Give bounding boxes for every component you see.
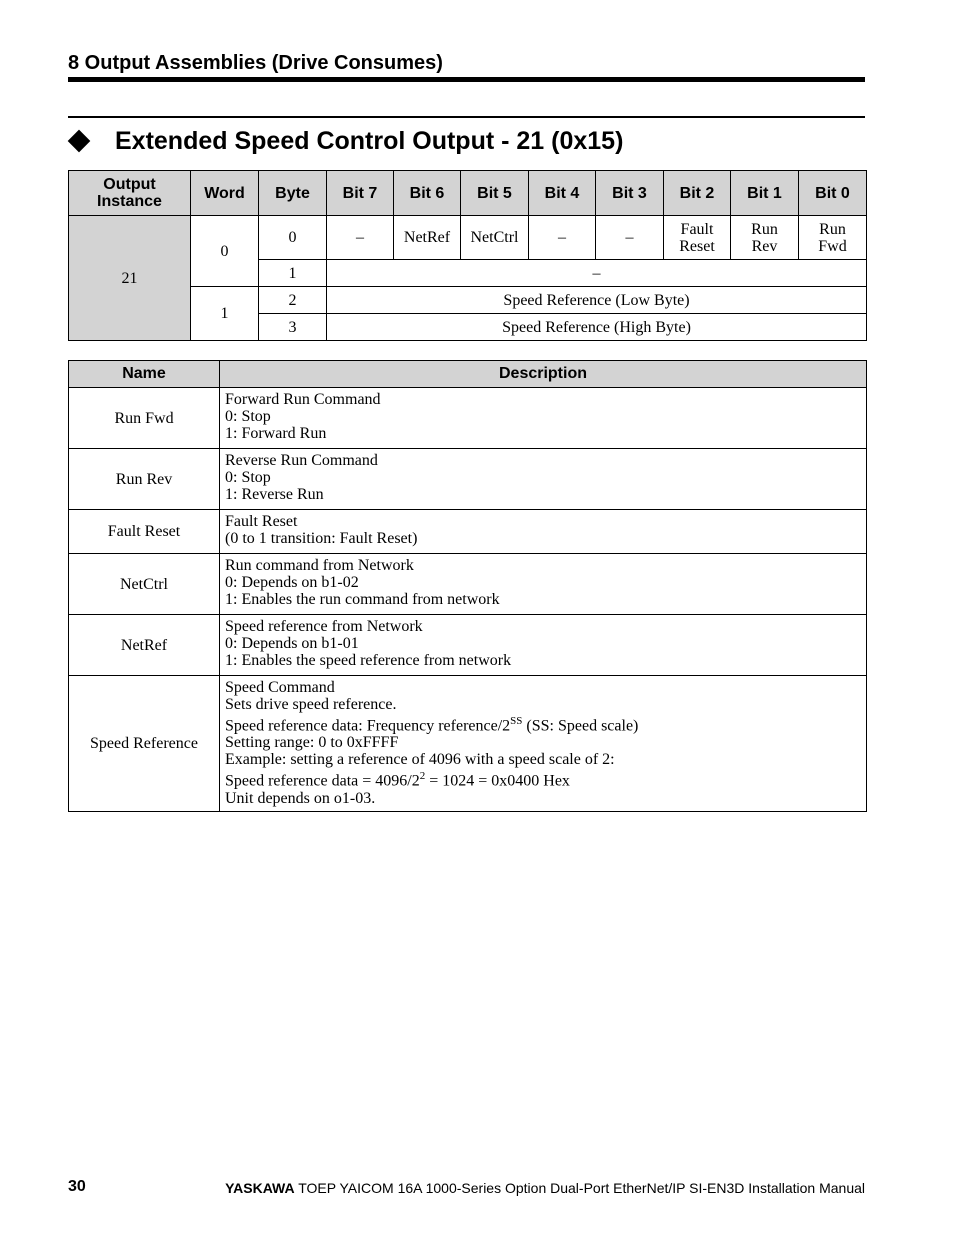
name-cell: Run Fwd [69, 388, 220, 449]
bit-label: Run Rev [751, 220, 778, 255]
description-line: 1: Forward Run [225, 425, 327, 442]
header-rule [68, 77, 865, 82]
bit-cell: NetRef [394, 216, 461, 260]
description-table [68, 360, 867, 812]
text-segment: (SS: Speed scale) [522, 717, 639, 735]
diamond-bullet-icon [68, 130, 91, 153]
table-row [69, 510, 867, 554]
text-segment: Speed reference data: Frequency reference/2 [225, 717, 511, 735]
col-header-bit4: Bit 4 [529, 171, 596, 216]
bit-cell [731, 216, 799, 260]
table-row [69, 554, 867, 615]
bit-cell: NetCtrl [461, 216, 529, 260]
description-line: 1: Enables the speed reference from network [225, 652, 512, 669]
byte-value-cell: Speed Reference (Low Byte) [327, 287, 867, 314]
description-line: Unit depends on o1-03. [225, 789, 376, 807]
page-heading: Extended Speed Control Output - 21 (0x15) [115, 126, 624, 155]
name-cell: NetCtrl [69, 554, 220, 615]
description-line: 0: Depends on b1-01 [225, 635, 359, 652]
name-cell: Speed Reference [69, 676, 220, 812]
description-line: Sets drive speed reference. [225, 696, 397, 713]
section-header [68, 50, 865, 76]
page-heading-row [68, 124, 865, 158]
table-row [69, 615, 867, 676]
text-segment: = 1024 = 0x0400 Hex [425, 772, 570, 790]
page-number: 30 [68, 1178, 86, 1195]
col-header-output-instance: Output Instance [69, 171, 191, 216]
bit-cell: – [327, 216, 394, 260]
word-cell: 0 [191, 216, 259, 287]
superscript: 2 [419, 770, 426, 783]
superscript: SS [510, 715, 523, 727]
bit-label: Run Fwd [818, 220, 847, 255]
description-line: Run command from Network [225, 557, 414, 574]
section-title: 8 Output Assemblies (Drive Consumes) [68, 52, 443, 74]
page-footer [68, 1178, 865, 1198]
name-cell: NetRef [69, 615, 220, 676]
instance-cell: 21 [69, 216, 191, 341]
table-row [69, 449, 867, 510]
description-cell [220, 510, 867, 554]
description-line: 1: Reverse Run [225, 486, 324, 503]
description-cell [220, 676, 867, 812]
manual-title-text: TOEP YAICOM 16A 1000-Series Option Dual-Port EtherNet/IP SI-EN3D Installation Manual [294, 1180, 865, 1196]
name-cell: Fault Reset [69, 510, 220, 554]
bit-cell [664, 216, 731, 260]
description-cell [220, 449, 867, 510]
word-cell: 1 [191, 287, 259, 341]
description-line: Speed Command [225, 679, 335, 696]
col-header-description: Description [220, 361, 867, 388]
description-line: Speed reference from Network [225, 618, 423, 635]
col-header-bit3: Bit 3 [596, 171, 664, 216]
bit-layout-table [68, 170, 867, 341]
byte-cell: 0 [259, 216, 327, 260]
manual-title [225, 1180, 865, 1196]
description-line [225, 768, 860, 789]
description-cell [220, 388, 867, 449]
byte-cell: 1 [259, 260, 327, 287]
description-cell [220, 554, 867, 615]
description-line [225, 713, 860, 734]
table-row [69, 216, 867, 260]
description-line: 0: Stop [225, 408, 271, 425]
bit-label: Fault Reset [679, 220, 715, 255]
text-segment: Speed reference data = 4096/2 [225, 772, 420, 790]
description-line: 0: Depends on b1-02 [225, 574, 359, 591]
col-header-bit6: Bit 6 [394, 171, 461, 216]
col-header-byte: Byte [259, 171, 327, 216]
byte-value-cell: – [327, 260, 867, 287]
brand-name: YASKAWA [225, 1180, 295, 1196]
col-header-name: Name [69, 361, 220, 388]
col-header-word: Word [191, 171, 259, 216]
col-header-bit7: Bit 7 [327, 171, 394, 216]
byte-cell: 2 [259, 287, 327, 314]
table-row [69, 388, 867, 449]
description-line: 1: Enables the run command from network [225, 591, 500, 608]
byte-value-cell: Speed Reference (High Byte) [327, 314, 867, 341]
description-line: Setting range: 0 to 0xFFFF [225, 734, 399, 752]
table-row [69, 676, 867, 812]
col-header-bit1: Bit 1 [731, 171, 799, 216]
heading-rule [68, 116, 865, 118]
description-line: Reverse Run Command [225, 452, 378, 469]
description-line: Forward Run Command [225, 391, 381, 408]
bit-cell: – [529, 216, 596, 260]
description-line: Fault Reset [225, 513, 298, 530]
bit-cell [799, 216, 867, 260]
col-header-bit2: Bit 2 [664, 171, 731, 216]
col-header-bit0: Bit 0 [799, 171, 867, 216]
bit-table-header-row [69, 171, 867, 216]
desc-table-header-row [69, 361, 867, 388]
col-header-bit5: Bit 5 [461, 171, 529, 216]
description-cell [220, 615, 867, 676]
bit-cell: – [596, 216, 664, 260]
description-line: 0: Stop [225, 469, 271, 486]
description-line: (0 to 1 transition: Fault Reset) [225, 530, 418, 547]
description-line: Example: setting a reference of 4096 with a speed scale of 2: [225, 751, 615, 769]
name-cell: Run Rev [69, 449, 220, 510]
byte-cell: 3 [259, 314, 327, 341]
